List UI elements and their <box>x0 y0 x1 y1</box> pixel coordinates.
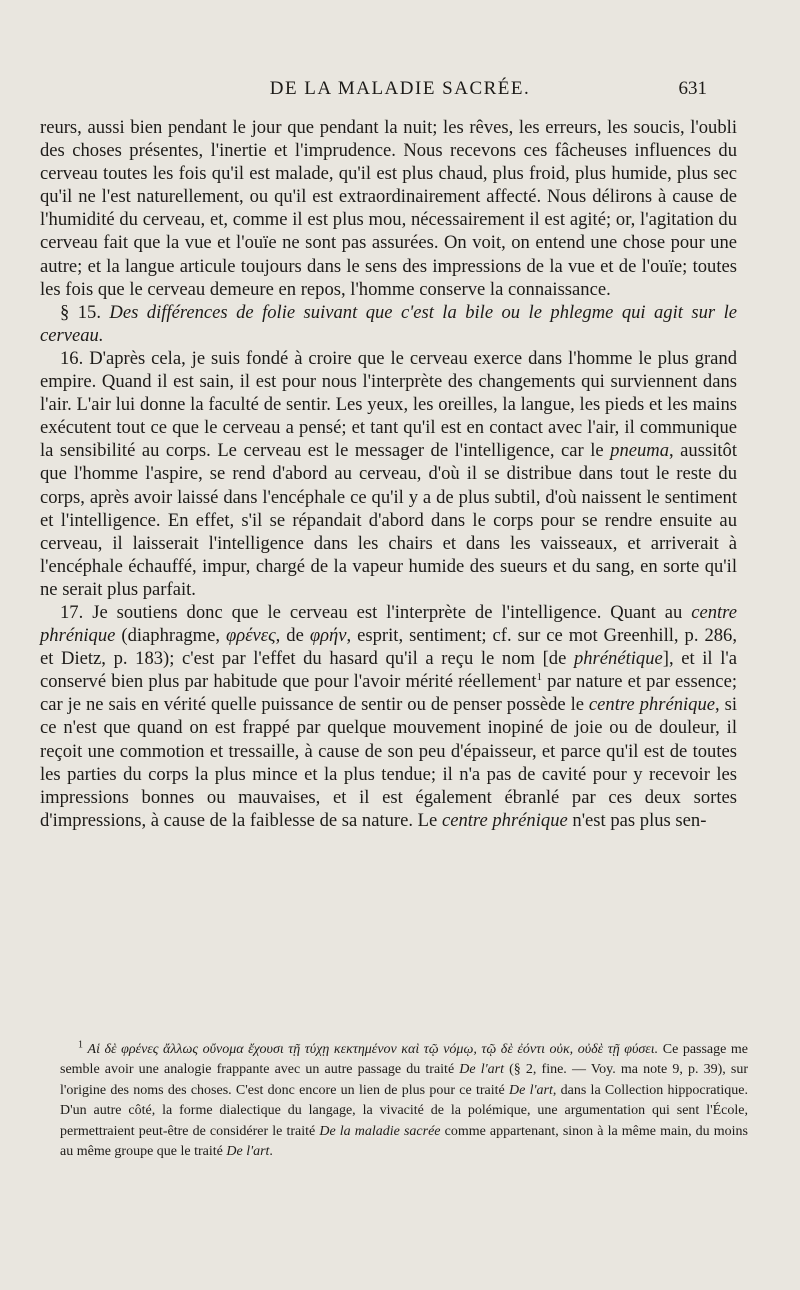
footnote-reference[interactable]: 1 <box>536 671 543 684</box>
paragraph-16-text-rest: , aussitôt que l'homme l'aspire, se rend d'abord au cerveau, d'où il se distribue dans tout le reste du corps, après avoir laissé dans l'encéphale ce qu'il y a de plus subtil, d'où naissent le sentiment et l'intelligence. En effet, s'il se répandait d'abord dans le corps pour se rendre ensuite au cerveau, il laisserait l'intelligence dans les chairs et dans les vaisseaux, et arriverait à l'encéphale échauffé, impur, chargé de la vapeur humide des sueurs et du sang, en sorte qu'il ne serait plus parfait. <box>40 440 737 600</box>
greek-word-phren: φρήν <box>309 625 347 647</box>
greek-word-phrenes: φρένες <box>225 625 276 647</box>
centre-phrenique-term: centre phrénique <box>588 694 716 716</box>
paragraph-17-text-c: , de <box>275 625 310 647</box>
paragraph-17-text-b: (diaphragme, <box>115 625 226 647</box>
paragraph-17-text-d: , esprit, sentiment; cf. sur ce mot Greenhill, p. 286, et Dietz, p. 183); c'est par l'effet du hasard qu'il a reçu le nom [de <box>40 625 737 670</box>
page-header <box>0 76 800 106</box>
footnote-text-e: . <box>269 1144 273 1160</box>
pneuma-term: pneuma <box>610 440 670 462</box>
work-title-maladie-sacree: De la maladie sacrée <box>319 1123 441 1139</box>
section-15-heading <box>40 301 737 347</box>
footnote-text-b: (§ 2, fine. — Voy. ma note 9, p. 39), sur l'origine des noms des choses. C'est donc encore un lien de plus pour ce traité <box>60 1062 748 1098</box>
centre-phrenique-term: centre phrénique <box>441 809 568 831</box>
paragraph-16-text: 16. D'après cela, je suis fondé à croire que le cerveau exerce dans l'homme le plus grand empire. Quand il est sain, il est pour nous l'interprète des changements qui surviennent dans l'air. L'air lui donne la faculté de sentir. Les yeux, les oreilles, la langue, les pieds et les mains exécutent tout ce que le cerveau a pensé; et tant qu'il est en contact avec l'air, il communique la sensibilité au corps. Le cerveau est le messager de l'intelligence, car le <box>40 347 737 462</box>
main-text <box>40 116 737 832</box>
centre-phrenique-term: centre phrénique <box>40 601 737 647</box>
page-number: 631 <box>678 78 707 99</box>
phrenetique-term: phrénétique <box>573 648 663 670</box>
footnote-text-a: Ce passage me semble avoir une analogie frappante avec un autre passage du traité <box>60 1042 748 1078</box>
work-title-de-lart: De l'art <box>226 1144 270 1160</box>
footnote-1 <box>60 1040 748 1162</box>
work-title-de-lart: De l'art <box>459 1062 504 1078</box>
footnotes <box>60 1040 748 1162</box>
paragraph-17-text-a: 17. Je soutiens donc que le cerveau est l'interprète de l'intelligence. Quant au <box>60 601 692 623</box>
paragraph-17-text-e: ], et il l'a conservé bien plus par habitude que pour l'avoir mérité réellement <box>40 648 737 693</box>
paragraph-17 <box>40 601 737 832</box>
paragraph-17-text-f: par nature et par essence; car je ne sais en vérité quelle puissance de sentir ou de penser possède le <box>40 671 737 716</box>
footnote-text-d: comme appartenant, sinon à la même main, du moins au même groupe que le traité <box>60 1123 748 1160</box>
paragraph-16 <box>40 347 737 601</box>
section-title: Des différences de folie suivant que c'est la bile ou le phlegme qui agit sur le cerveau. <box>40 301 737 346</box>
section-number: § 15. <box>60 301 101 323</box>
paragraph-continuation: reurs, aussi bien pendant le jour que pendant la nuit; les rêves, les erreurs, les soucis, l'oubli des choses présentes, l'inertie et l'imprudence. Nous recevons ces fâcheuses influences du cerveau toutes les fois qu'il est malade, qu'il est plus chaud, plus froid, plus humide, plus sec qu'il ne l'est naturellement, ou qu'il est extraordinairement affecté. Nous délirons à cause de l'humidité du cerveau, et, comme il est plus mou, nécessairement il est agité; or, l'agitation du cerveau fait que la vue et l'ouïe ne sont pas assurées. On voit, on entend une chose pour une autre; et la langue articule toujours dans le sens des impressions de la vue et de l'ouïe; toutes les fois que le cerveau demeure en repos, l'homme conserve la connaissance. <box>40 117 737 300</box>
footnote-text-c: , dans la Collection hippocratique. D'un autre côté, la forme dialectique du langage, la vivacité de la polémique, une argumentation qui sent l'École, permettraient peut-être de considérer le traité <box>60 1082 749 1139</box>
footnote-mark: 1 <box>78 1039 83 1051</box>
paragraph-17-text-h: n'est pas plus sen- <box>567 809 707 831</box>
paragraph-17-text-g: , si ce n'est que quand on est frappé par quelque mouvement inopiné de joie ou de douleur, il reçoit une commotion et tressaille, à cause de son peu d'épaisseur, et parce qu'il est de toutes les parties du corps la plus mince et la plus tendue; il n'a pas de cavité pour y recevoir les impressions bonnes ou mauvaises, et il est également ébranlé par ces deux sortes d'impressions, à cause de la faiblesse de sa nature. Le <box>40 694 737 831</box>
work-title-de-lart: De l'art <box>509 1082 553 1098</box>
footnote-greek-quote: Αἱ δὲ φρένες ἄλλως οὔνομα ἔχουσι τῇ τύχῃ κεκτημένον καὶ τῷ νόμῳ, τῷ δὲ ἐόντι οὐκ, οὐδὲ τῇ φύσει. <box>87 1042 659 1057</box>
running-title: DE LA MALADIE SACRÉE. <box>269 78 531 99</box>
